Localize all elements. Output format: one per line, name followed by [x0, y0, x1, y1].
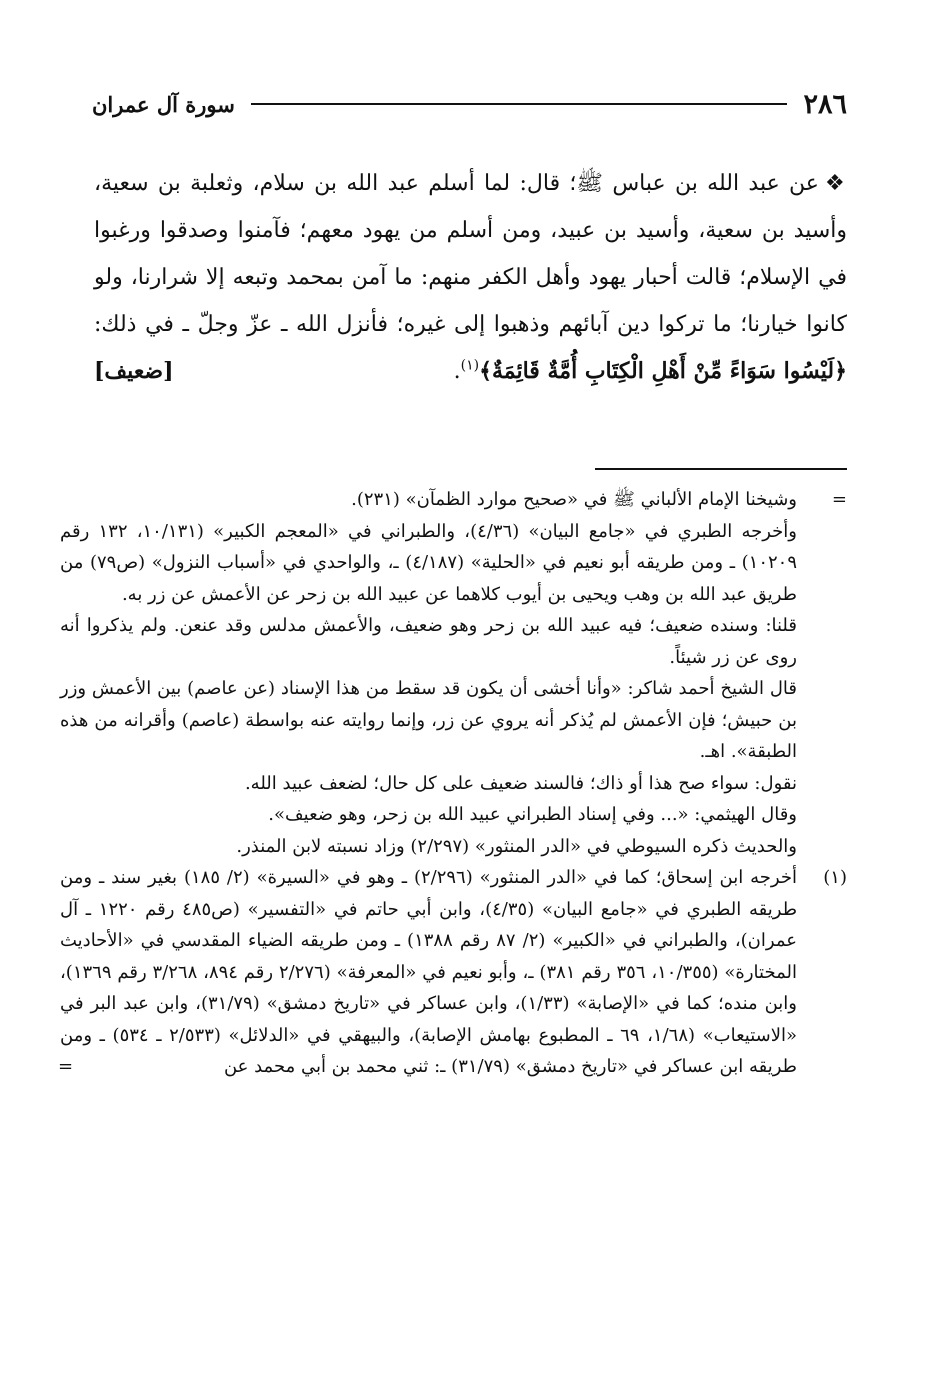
footnotes	[60, 484, 847, 1083]
hadith-end: .	[453, 359, 461, 384]
grading-label: [ضعيف]	[94, 358, 174, 384]
footnote-paragraph: وأخرجه الطبري في «جامع البيان» (٤/٣٦)، والطبراني في «المعجم الكبير» (١٠/١٣١، ١٣٢ رقم ١٠٢٠٩) ـ ومن طريقه أبو نعيم في «الحلية» (٤/١٨٧) ـ، والواحدي في «أسباب النزول» (ص٧٩) من طريق عبد الله بن وهب ويحيى بن أيوب كلاهما عن عبيد الله بن زحر عن الأعمش عن زر به.	[60, 520, 798, 605]
footnote-paragraph: وقال الهيثمي: «... وفي إسناد الطبراني عبيد الله بن زحر، وهو ضعيف».	[268, 804, 797, 825]
footnote-paragraph: وشيخنا الإمام الألباني ﷺ في «صحيح موارد الظمآن» (٢٣١).	[351, 489, 797, 510]
continues-mark: =	[58, 1056, 74, 1077]
footnote-paragraph: والحديث ذكره السيوطي في «الدر المنثور» (٢/٢٩٧) وزاد نسبته لابن المنذر.	[236, 835, 797, 857]
hadith-body: عن عبد الله بن عباس ﷺ؛ قال: لما أسلم عبد الله بن سلام، وثعلبة بن سعية، وأسيد بن سعية، وأسيد بن عبيد، ومن أسلم من يهود معهم؛ فآمنوا وصدقوا ورغبوا في الإسلام؛ قالت أحبار يهود وأهل الكفر منهم: ما آمن بمحمد وتبعه إلا شرارنا، ولو كانوا خيارنا؛ ما تركوا دين آبائهم وذهبوا إلى غيره؛ فأنزل الله ـ عزّ وجلّ ـ في ذلك:	[94, 171, 847, 337]
ornament-bullet-icon: ❖	[824, 171, 847, 196]
quran-verse: ﴿لَيْسُوا سَوَاءً مِّنْ أَهْلِ الْكِتَابِ أُمَّةٌ قَائِمَةٌ﴾	[479, 358, 847, 384]
footnote-paragraph: قلنا: وسنده ضعيف؛ فيه عبيد الله بن زحر وهو ضعيف، والأعمش مدلس وقد عنعن. ولم يذكروا أنه روى عن زر شيئاً.	[60, 615, 797, 668]
footnote-continuation	[60, 484, 847, 862]
footnote-number: (١)	[823, 867, 847, 888]
footnote-1	[60, 862, 847, 1083]
page-header	[92, 84, 847, 124]
footnote-separator	[595, 468, 847, 470]
footnote-1-text: أخرجه ابن إسحاق؛ كما في «الدر المنثور» (٢/٢٩٦) ـ وهو في «السيرة» (٢/ ١٨٥) بغير سند ـ ومن طريقه الطبري في «جامع البيان» (٤/٣٥)، وابن أبي حاتم في «التفسير» (ص٤٨٥ رقم ١٢٢٠ ـ آل عمران)، والطبراني في «الكبير» (٢/ ٨٧ رقم ١٣٨٨) ـ ومن طريقه الضياء المقدسي في «الأحاديث المختارة» (١٠/٣٥٥، ٣٥٦ رقم ٣٨١) ـ، وأبو نعيم في «المعرفة» (٢/٢٧٦ رقم ٨٩٤، ٣/٢٦٨ رقم ١٣٦٩)، وابن منده؛ كما في «الإصابة» (١/٣٣)، وابن عساكر في «تاريخ دمشق» (٣١/٧٩)، وابن عبد البر في «الاستيعاب» (١/٦٨، ٦٩ ـ المطبوع بهامش الإصابة)، والبيهقي في «الدلائل» (٢/٥٣٣ ـ ٥٣٤) ـ ومن طريقه ابن عساكر في «تاريخ دمشق» (٣١/٧٩) ـ: ثني محمد بن أبي محمد عن	[60, 867, 798, 1077]
header-rule	[251, 103, 788, 105]
footnote-paragraph: نقول: سواء صح هذا أو ذاك؛ فالسند ضعيف على كل حال؛ لضعف عبيد الله.	[244, 772, 797, 794]
footnote-reference: (١)	[460, 357, 480, 374]
continuation-mark: =	[831, 489, 847, 510]
hadith-text	[94, 160, 847, 395]
footnote-paragraph	[60, 862, 797, 1083]
surah-title: سورة آل عمران	[92, 91, 235, 117]
footnote-paragraph: قال الشيخ أحمد شاكر: «وأنا أخشى أن يكون قد سقط من هذا الإسناد (عن عاصم) بين الأعمش وزر بن حبيش؛ فإن الأعمش لم يُذكر أنه يروي عن زر، وإنما روايته عنه بواسطة (عاصم) وأقرانه من هذه الطبقة». اهـ.	[60, 678, 797, 762]
page-number: ٢٨٦	[803, 88, 847, 120]
